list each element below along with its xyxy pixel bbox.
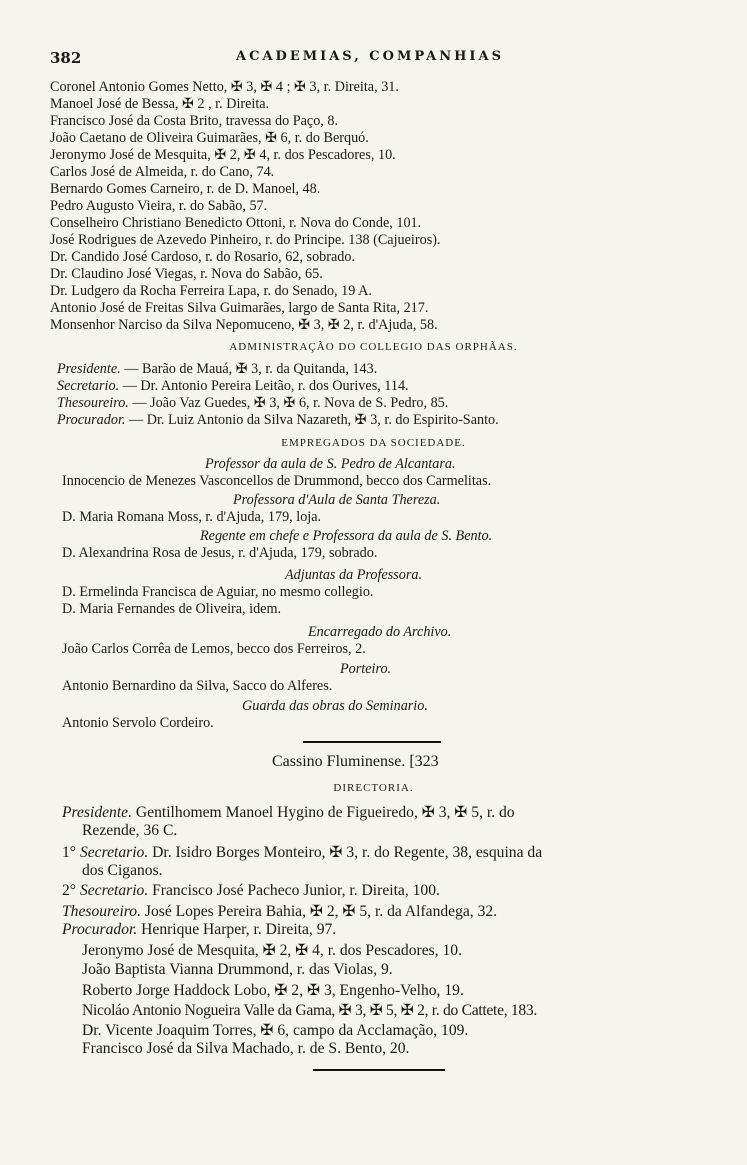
director-line: Nicoláo Antonio Nogueira Valle da Gama, ✠ 3, ✠ 5, ✠ 2, r. do Cattete, 183. [82, 1002, 537, 1019]
page-number: 382 [50, 49, 82, 67]
cassino-title-line [272, 753, 439, 771]
role-label: Procurador. [57, 412, 126, 428]
directoria-heading: DIRECTORIA. [333, 782, 414, 794]
cassino-ref: [323 [409, 753, 439, 770]
director-line: Dr. Vicente Joaquim Torres, ✠ 6, campo da Acclamação, 109. [82, 1022, 469, 1039]
member-line: Monsenhor Narciso da Silva Nepomuceno, ✠ 3, ✠ 2, r. d'Ajuda, 58. [50, 317, 438, 333]
member-line: João Caetano de Oliveira Guimarães, ✠ 6, r. do Berquó. [50, 130, 369, 146]
admin-text: — João Vaz Guedes, ✠ 3, ✠ 6, r. Nova de S. Pedro, 85. [128, 395, 449, 411]
section-heading: EMPREGADOS DA SOCIEDADE. [281, 437, 466, 449]
section-divider [313, 1069, 445, 1071]
role-label: Procurador. [62, 921, 138, 938]
member-line: José Rodrigues de Azevedo Pinheiro, r. do Principe. 138 (Cajueiros). [50, 232, 441, 248]
staff-name: Antonio Servolo Cordeiro. [62, 715, 214, 731]
member-line: Coronel Antonio Gomes Netto, ✠ 3, ✠ 4 ; ✠ 3, r. Direita, 31. [50, 79, 399, 95]
staff-title: Guarda das obras do Seminario. [242, 698, 428, 714]
role-label: Secretario. [57, 378, 120, 394]
directoria-line [62, 843, 542, 862]
section-heading: ADMINISTRAÇÃO DO COLLEGIO DAS ORPHÃAS. [229, 341, 518, 353]
admin-line [57, 412, 499, 429]
member-line: Bernardo Gomes Carneiro, r. de D. Manoel, 48. [50, 181, 321, 197]
directoria-line [62, 882, 440, 900]
director-line: Roberto Jorge Haddock Lobo, ✠ 2, ✠ 3, Engenho-Velho, 19. [82, 982, 464, 999]
directoria-line [62, 803, 515, 822]
directoria-text: Francisco José Pacheco Junior, r. Direita, 100. [148, 882, 440, 899]
member-line: Pedro Augusto Vieira, r. do Sabão, 57. [50, 198, 268, 214]
member-line: Dr. Ludgero da Rocha Ferreira Lapa, r. do Senado, 19 A. [50, 283, 372, 299]
role-label: Presidente. [62, 804, 133, 821]
staff-name: D. Ermelinda Francisca de Aguiar, no mesmo collegio. [62, 584, 374, 600]
admin-text: — Dr. Antonio Pereira Leitão, r. dos Ourives, 114. [119, 378, 409, 394]
member-line: Francisco José da Costa Brito, travessa do Paço, 8. [50, 113, 339, 129]
staff-title: Professor da aula de S. Pedro de Alcantara. [205, 456, 456, 472]
admin-line [57, 361, 377, 378]
directoria-text: José Lopes Pereira Bahia, ✠ 2, ✠ 5, r. da Alfandega, 32. [140, 903, 498, 920]
directoria-line [62, 902, 497, 921]
member-line: Jeronymo José de Mesquita, ✠ 2, ✠ 4, r. dos Pescadores, 10. [50, 147, 396, 163]
ordinal: 1° [62, 844, 77, 861]
staff-name: D. Maria Romana Moss, r. d'Ajuda, 179, loja. [62, 509, 322, 525]
member-line: Conselheiro Christiano Benedicto Ottoni, r. Nova do Conde, 101. [50, 215, 422, 231]
role-label: Thesoureiro. [62, 903, 141, 920]
member-line: Dr. Candido José Cardoso, r. do Rosario, 62, sobrado. [50, 249, 356, 265]
role-label: Presidente. [57, 361, 121, 377]
member-line: Dr. Claudino José Viegas, r. Nova do Sabão, 65. [50, 266, 323, 282]
directoria-text: Gentilhomem Manoel Hygino de Figueiredo, ✠ 3, ✠ 5, r. do [132, 804, 515, 821]
admin-line [57, 378, 409, 395]
staff-name: Antonio Bernardino da Silva, Sacco do Alferes. [62, 678, 333, 694]
directoria-line [62, 921, 336, 939]
member-line: Carlos José de Almeida, r. do Cano, 74. [50, 164, 275, 180]
director-line: Jeronymo José de Mesquita, ✠ 2, ✠ 4, r. dos Pescadores, 10. [82, 942, 462, 959]
staff-title: Professora d'Aula de Santa Thereza. [233, 492, 441, 508]
role-label: Secretario. [79, 882, 149, 899]
staff-name: D. Alexandrina Rosa de Jesus, r. d'Ajuda, 179, sobrado. [62, 545, 378, 561]
cassino-title: Cassino Fluminense. [272, 753, 406, 770]
directoria-text: Henrique Harper, r. Direita, 97. [137, 921, 337, 938]
ordinal: 2° [62, 882, 77, 899]
staff-title: Encarregado do Archivo. [308, 624, 452, 640]
directoria-text: Dr. Isidro Borges Monteiro, ✠ 3, r. do Regente, 38, esquina da [148, 844, 543, 861]
admin-text: — Barão de Mauá, ✠ 3, r. da Quitanda, 143. [120, 361, 378, 377]
admin-text: — Dr. Luiz Antonio da Silva Nazareth, ✠ 3, r. do Espirito-Santo. [125, 412, 499, 428]
role-label: Thesoureiro. [57, 395, 129, 411]
staff-title: Regente em chefe e Professora da aula de S. Bento. [200, 528, 493, 544]
staff-title: Porteiro. [340, 661, 392, 677]
staff-name: D. Maria Fernandes de Oliveira, idem. [62, 601, 282, 617]
member-line: Manoel José de Bessa, ✠ 2 , r. Direita. [50, 96, 270, 112]
director-line: Francisco José da Silva Machado, r. de S. Bento, 20. [82, 1040, 410, 1057]
director-line: João Baptista Vianna Drummond, r. das Violas, 9. [82, 961, 393, 978]
directoria-line: Rezende, 36 C. [82, 822, 178, 839]
staff-name: João Carlos Corrêa de Lemos, becco dos Ferreiros, 2. [62, 641, 366, 657]
running-title: ACADEMIAS, COMPANHIAS [236, 49, 504, 64]
staff-name: Innocencio de Menezes Vasconcellos de Drummond, becco dos Carmelitas. [62, 473, 492, 489]
member-line: Antonio José de Freitas Silva Guimarães, largo de Santa Rita, 217. [50, 300, 429, 316]
directoria-line: dos Ciganos. [82, 862, 163, 879]
page-header [50, 49, 690, 69]
role-label: Secretario. [79, 844, 149, 861]
section-divider [303, 741, 441, 743]
admin-line [57, 395, 448, 412]
staff-title: Adjuntas da Professora. [285, 567, 423, 583]
